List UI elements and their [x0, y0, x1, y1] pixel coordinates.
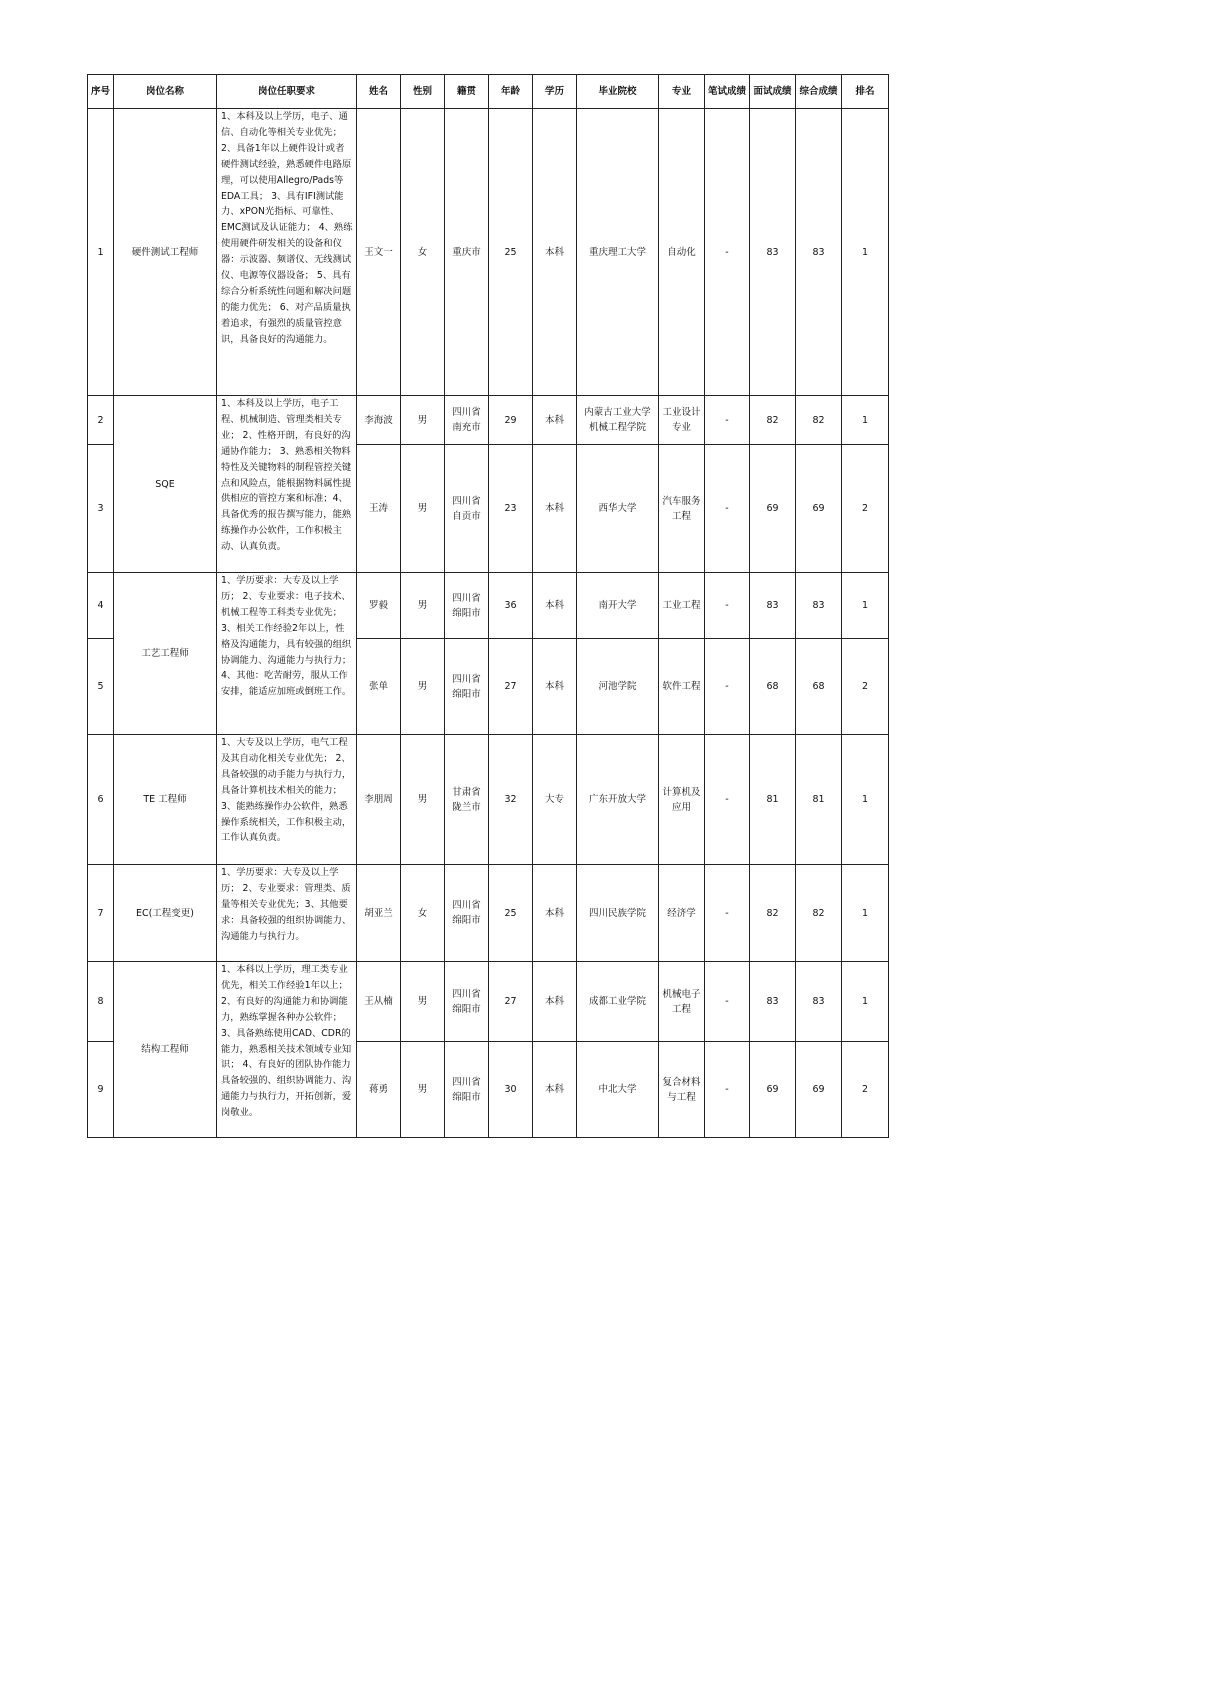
cell-education: 本科: [533, 445, 577, 573]
cell-no: 2: [88, 396, 114, 445]
cell-name: 王文一: [357, 109, 401, 396]
cell-no: 7: [88, 865, 114, 962]
cell-education: 本科: [533, 109, 577, 396]
cell-age: 25: [489, 865, 533, 962]
cell-no: 8: [88, 962, 114, 1042]
cell-total-score: 83: [796, 109, 842, 396]
cell-school: 内蒙古工业大学机械工程学院: [577, 396, 659, 445]
cell-interview-score: 81: [750, 735, 796, 865]
cell-no: 6: [88, 735, 114, 865]
cell-written-score: -: [705, 639, 750, 735]
cell-position: 结构工程师: [114, 962, 217, 1138]
cell-hometown: 甘肃省陇兰市: [445, 735, 489, 865]
cell-education: 本科: [533, 639, 577, 735]
cell-education: 本科: [533, 962, 577, 1042]
cell-position: TE 工程师: [114, 735, 217, 865]
header-cell-interview-score: 面试成绩: [750, 75, 796, 109]
table-row: [88, 573, 889, 639]
header-cell-rank: 排名: [842, 75, 889, 109]
cell-hometown: 四川省绵阳市: [445, 1042, 489, 1138]
cell-total-score: 83: [796, 962, 842, 1042]
cell-school: 重庆理工大学: [577, 109, 659, 396]
cell-major: 复合材料与工程: [659, 1042, 705, 1138]
header-cell-requirement: 岗位任职要求: [217, 75, 357, 109]
cell-age: 36: [489, 573, 533, 639]
cell-interview-score: 82: [750, 396, 796, 445]
header-cell-education: 学历: [533, 75, 577, 109]
table-row: [88, 865, 889, 962]
cell-name: 王从楠: [357, 962, 401, 1042]
cell-gender: 男: [401, 396, 445, 445]
cell-name: 王涛: [357, 445, 401, 573]
cell-gender: 男: [401, 445, 445, 573]
cell-total-score: 83: [796, 573, 842, 639]
table-row: [88, 109, 889, 396]
cell-rank: 1: [842, 573, 889, 639]
header-row: [88, 75, 889, 109]
cell-interview-score: 69: [750, 445, 796, 573]
cell-position: EC(工程变更): [114, 865, 217, 962]
cell-school: 河池学院: [577, 639, 659, 735]
cell-total-score: 69: [796, 445, 842, 573]
cell-written-score: -: [705, 735, 750, 865]
cell-total-score: 68: [796, 639, 842, 735]
cell-written-score: -: [705, 573, 750, 639]
cell-rank: 2: [842, 445, 889, 573]
cell-rank: 1: [842, 962, 889, 1042]
cell-hometown: 四川省自贡市: [445, 445, 489, 573]
cell-age: 30: [489, 1042, 533, 1138]
cell-hometown: 重庆市: [445, 109, 489, 396]
header-cell-major: 专业: [659, 75, 705, 109]
cell-gender: 女: [401, 109, 445, 396]
header-cell-no: 序号: [88, 75, 114, 109]
cell-education: 本科: [533, 865, 577, 962]
cell-major: 工业工程: [659, 573, 705, 639]
cell-written-score: -: [705, 962, 750, 1042]
cell-total-score: 81: [796, 735, 842, 865]
cell-gender: 男: [401, 573, 445, 639]
cell-school: 广东开放大学: [577, 735, 659, 865]
cell-position: SQE: [114, 396, 217, 573]
cell-written-score: -: [705, 445, 750, 573]
cell-requirement: 1、本科及以上学历，电子工程、机械制造、管理类相关专业； 2、性格开朗，有良好的沟通协作能力； 3、熟悉相关物料特性及关键物料的制程管控关键点和风险点，能根据物料属性提供相应的管控方案和标准；4、具备优秀的报告撰写能力，能熟练操作办公软件，工作积极主动、认真负责。: [217, 396, 357, 573]
cell-no: 9: [88, 1042, 114, 1138]
cell-age: 25: [489, 109, 533, 396]
cell-total-score: 69: [796, 1042, 842, 1138]
cell-interview-score: 68: [750, 639, 796, 735]
cell-interview-score: 83: [750, 109, 796, 396]
cell-name: 蒋勇: [357, 1042, 401, 1138]
header-cell-position: 岗位名称: [114, 75, 217, 109]
cell-gender: 女: [401, 865, 445, 962]
cell-hometown: 四川省南充市: [445, 396, 489, 445]
cell-written-score: -: [705, 1042, 750, 1138]
cell-name: 李朋周: [357, 735, 401, 865]
cell-rank: 2: [842, 1042, 889, 1138]
cell-no: 5: [88, 639, 114, 735]
cell-requirement: 1、大专及以上学历，电气工程及其自动化相关专业优先； 2、具备较强的动手能力与执行力，具备计算机技术相关的能力； 3、能熟练操作办公软件，熟悉操作系统相关，工作积极主动，工作认真负责。: [217, 735, 357, 865]
cell-name: 罗毅: [357, 573, 401, 639]
cell-position: 硬件测试工程师: [114, 109, 217, 396]
table-row: [88, 735, 889, 865]
cell-rank: 1: [842, 109, 889, 396]
cell-school: 四川民族学院: [577, 865, 659, 962]
cell-major: 自动化: [659, 109, 705, 396]
cell-rank: 1: [842, 865, 889, 962]
cell-hometown: 四川省绵阳市: [445, 865, 489, 962]
cell-written-score: -: [705, 396, 750, 445]
cell-requirement: 1、本科以上学历，理工类专业优先，相关工作经验1年以上；2、有良好的沟通能力和协调能力，熟练掌握各种办公软件； 3、具备熟练使用CAD、CDR的能力，熟悉相关技术领域专业知识； 4、有良好的团队协作能力具备较强的、组织协调能力、沟通能力与执行力，开拓创新，爱岗敬业。: [217, 962, 357, 1138]
cell-name: 张单: [357, 639, 401, 735]
cell-age: 27: [489, 962, 533, 1042]
cell-interview-score: 82: [750, 865, 796, 962]
cell-school: 成都工业学院: [577, 962, 659, 1042]
cell-major: 计算机及应用: [659, 735, 705, 865]
cell-school: 南开大学: [577, 573, 659, 639]
header-cell-school: 毕业院校: [577, 75, 659, 109]
cell-school: 中北大学: [577, 1042, 659, 1138]
cell-major: 汽车服务工程: [659, 445, 705, 573]
cell-rank: 2: [842, 639, 889, 735]
cell-age: 27: [489, 639, 533, 735]
cell-interview-score: 83: [750, 962, 796, 1042]
cell-education: 大专: [533, 735, 577, 865]
cell-total-score: 82: [796, 396, 842, 445]
cell-total-score: 82: [796, 865, 842, 962]
cell-major: 机械电子工程: [659, 962, 705, 1042]
cell-age: 29: [489, 396, 533, 445]
cell-education: 本科: [533, 396, 577, 445]
cell-no: 1: [88, 109, 114, 396]
header-cell-written-score: 笔试成绩: [705, 75, 750, 109]
cell-major: 经济学: [659, 865, 705, 962]
cell-name: 李海波: [357, 396, 401, 445]
cell-no: 3: [88, 445, 114, 573]
cell-name: 胡亚兰: [357, 865, 401, 962]
cell-school: 西华大学: [577, 445, 659, 573]
cell-requirement: 1、学历要求：大专及以上学历； 2、专业要求：电子技术、机械工程等工科类专业优先； 3、相关工作经验2年以上，性格及沟通能力，具有较强的组织协调能力、沟通能力与执行力；4、其他：吃苦耐劳，服从工作安排，能适应加班或倒班工作。: [217, 573, 357, 735]
cell-interview-score: 83: [750, 573, 796, 639]
cell-interview-score: 69: [750, 1042, 796, 1138]
cell-gender: 男: [401, 639, 445, 735]
cell-no: 4: [88, 573, 114, 639]
cell-written-score: -: [705, 109, 750, 396]
header-cell-total-score: 综合成绩: [796, 75, 842, 109]
cell-rank: 1: [842, 396, 889, 445]
cell-hometown: 四川省绵阳市: [445, 639, 489, 735]
cell-education: 本科: [533, 1042, 577, 1138]
recruitment-results-table: [87, 74, 889, 1138]
cell-position: 工艺工程师: [114, 573, 217, 735]
cell-education: 本科: [533, 573, 577, 639]
header-cell-age: 年龄: [489, 75, 533, 109]
cell-major: 软件工程: [659, 639, 705, 735]
table-row: [88, 962, 889, 1042]
header-cell-hometown: 籍贯: [445, 75, 489, 109]
cell-gender: 男: [401, 735, 445, 865]
cell-written-score: -: [705, 865, 750, 962]
header-cell-gender: 性别: [401, 75, 445, 109]
cell-hometown: 四川省绵阳市: [445, 573, 489, 639]
cell-rank: 1: [842, 735, 889, 865]
table-row: [88, 396, 889, 445]
cell-age: 23: [489, 445, 533, 573]
cell-requirement: 1、学历要求：大专及以上学历； 2、专业要求：管理类、质量等相关专业优先；3、其他要求：具备较强的组织协调能力、沟通能力与执行力。: [217, 865, 357, 962]
cell-age: 32: [489, 735, 533, 865]
header-cell-name: 姓名: [357, 75, 401, 109]
cell-major: 工业设计专业: [659, 396, 705, 445]
cell-hometown: 四川省绵阳市: [445, 962, 489, 1042]
cell-requirement: 1、本科及以上学历，电子、通信、自动化等相关专业优先； 2、具备1年以上硬件设计或者硬件测试经验，熟悉硬件电路原理，可以使用Allegro/Pads等EDA工具； 3、具有IFI测试能力、xPON光指标、可靠性、EMC测试及认证能力； 4、熟练使用硬件研发相关的设备和仪器：示波器、频谱仪、无线测试仪、电源等仪器设备； 5、具有综合分析系统性问题和解决问题的能力优先； 6、对产品质量执着追求，有强烈的质量管控意识，具备良好的沟通能力。: [217, 109, 357, 396]
cell-gender: 男: [401, 1042, 445, 1138]
cell-gender: 男: [401, 962, 445, 1042]
